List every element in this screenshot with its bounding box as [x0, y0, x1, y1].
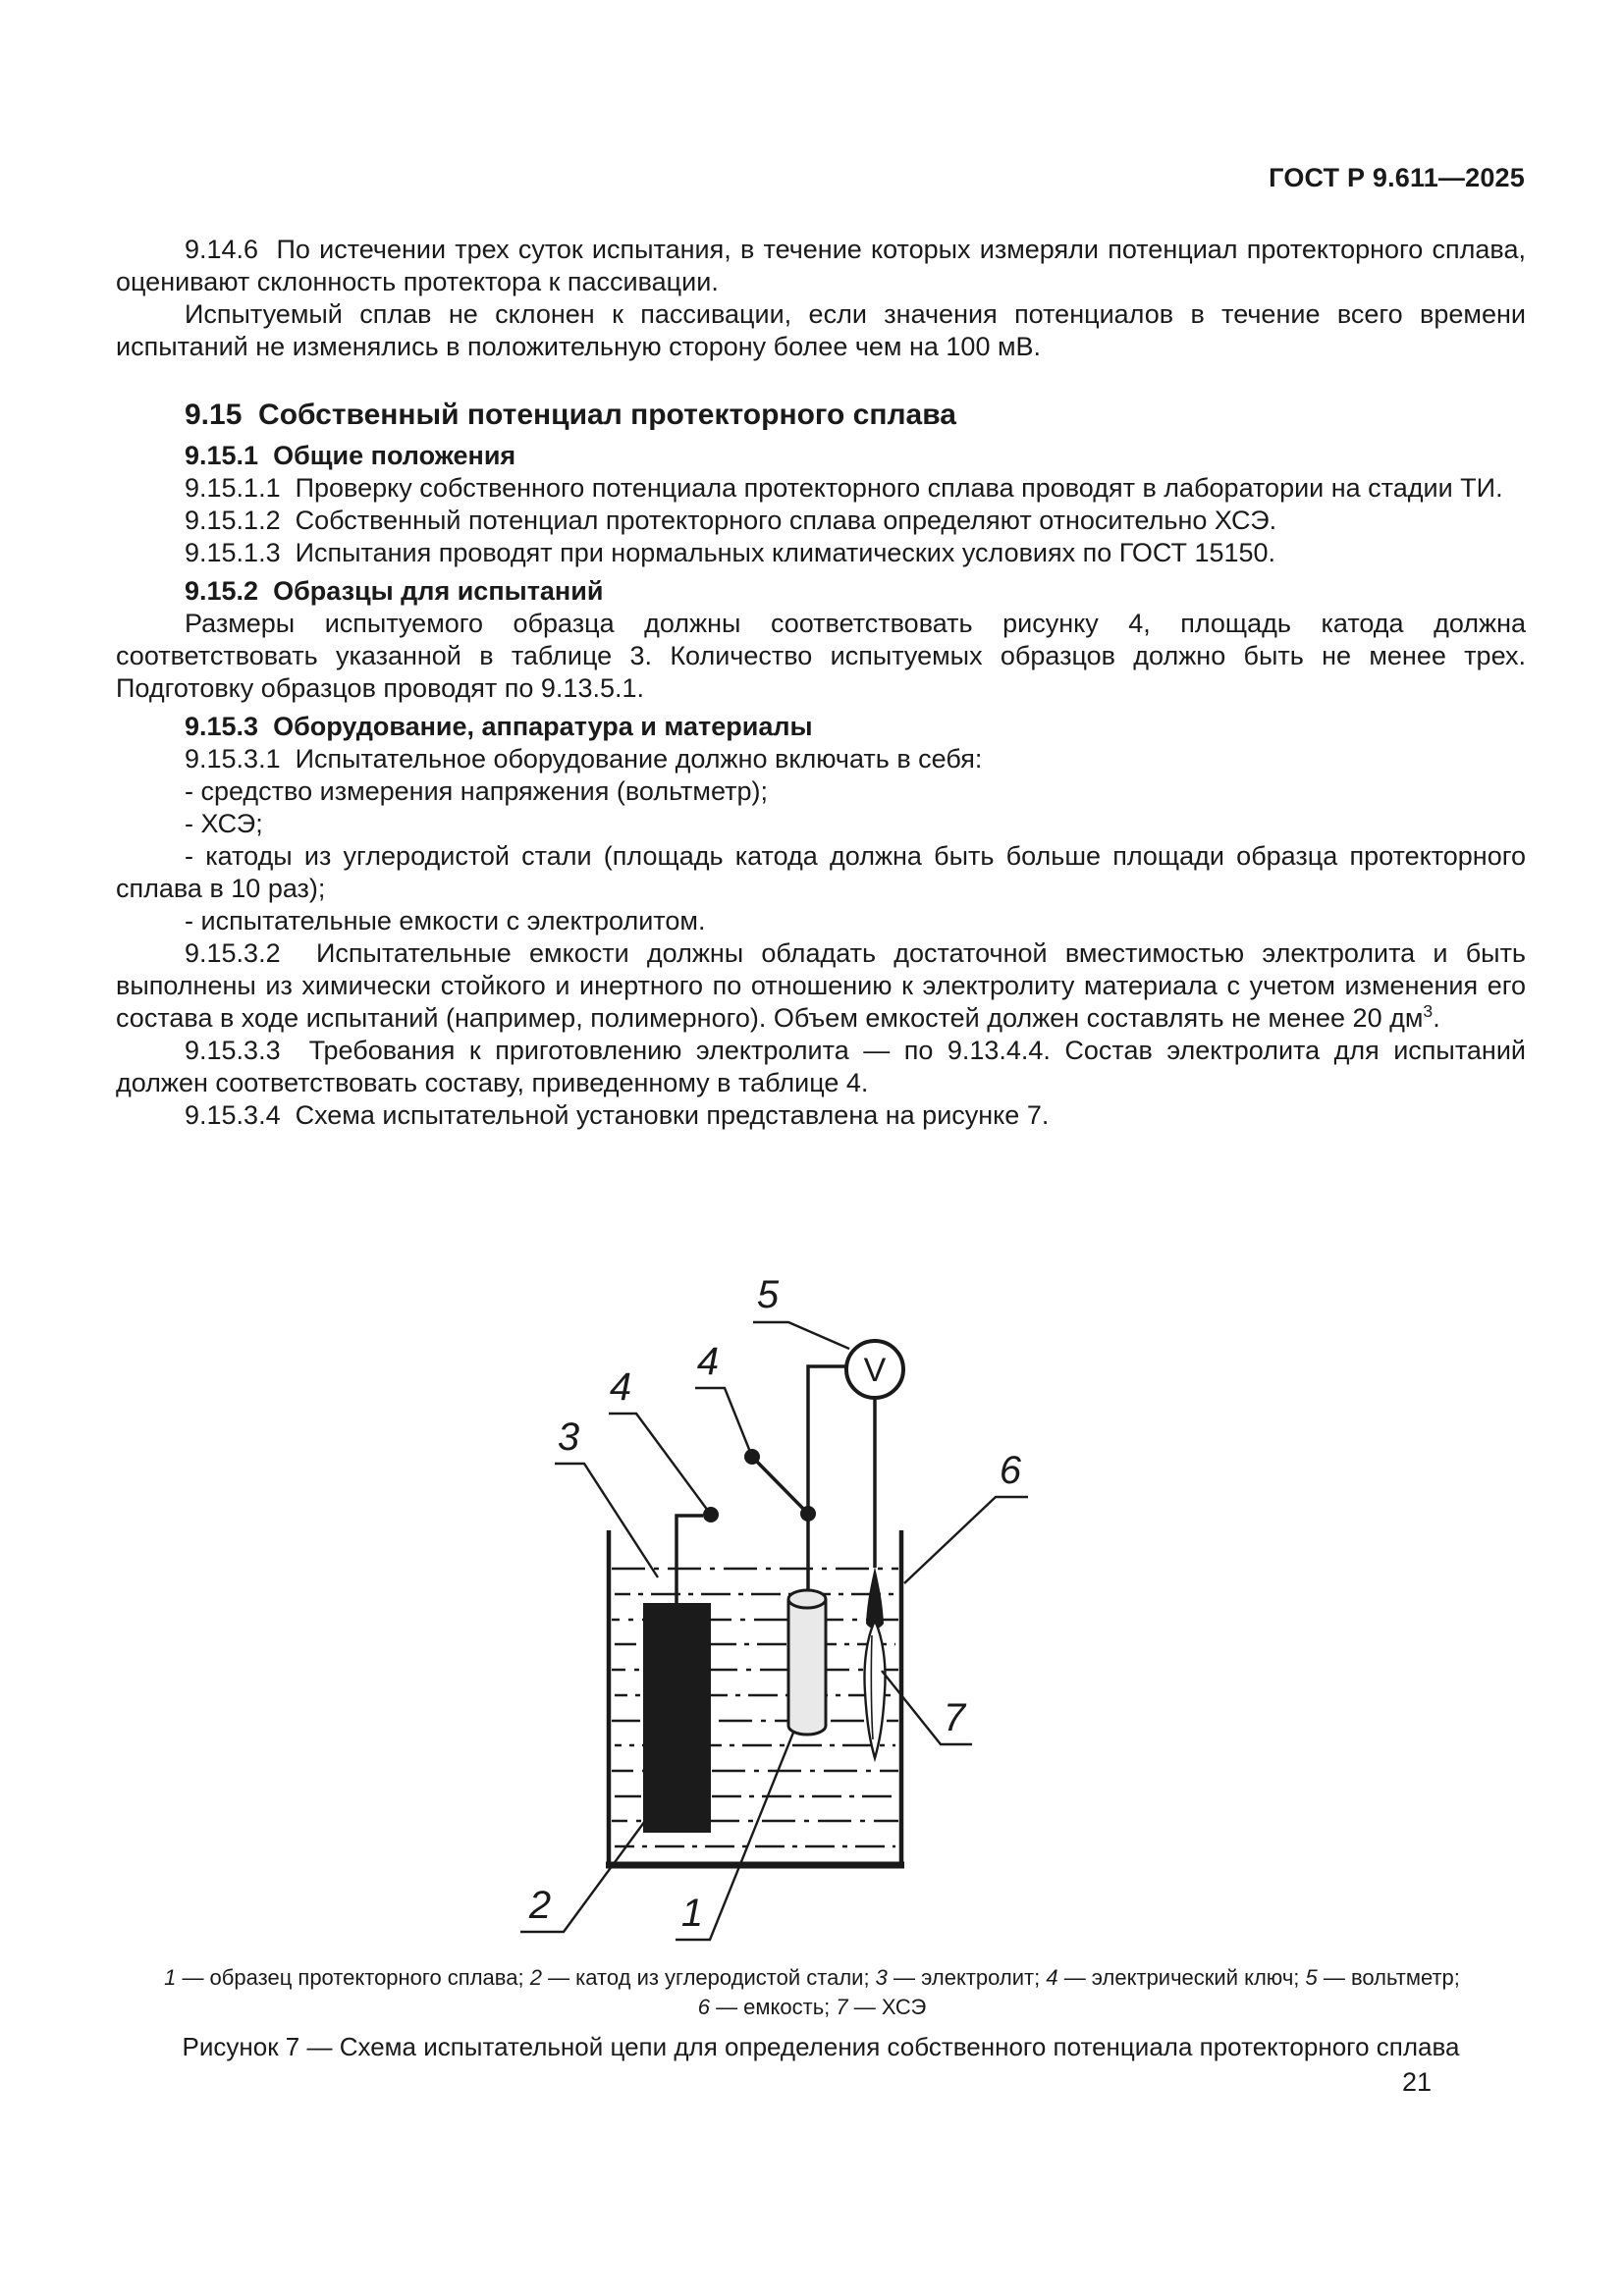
callout-label-4-top: 4 [696, 1340, 720, 1383]
leader-6 [904, 1497, 1028, 1583]
sample-cylinder [788, 1590, 826, 1735]
callout-label-4-left: 4 [609, 1365, 632, 1409]
paragraph: Размеры испытуемого образца должны соответствовать рисунку 4, площадь катода должна соответствовать указанной в таблице 3. Количество испытуемых образцов должно быть не менее трех. Подготовку образцов проводят по 9.13.5.1. [116, 609, 1526, 703]
list-item: - ХСЭ; [185, 809, 263, 838]
leader-3 [555, 1464, 658, 1577]
paragraph: 9.15.3.4 Схема испытательной установки представлена на рисунке 7. [185, 1100, 1050, 1130]
figure-legend-line-1: 1 — образец протекторного сплава; 2 — катод из углеродистой стали; 3 — электролит; 4 — электрический ключ; 5 — вольтметр; [164, 1965, 1460, 1990]
callout-label-6: 6 [999, 1449, 1022, 1492]
section-heading-9-15: 9.15 Собственный потенциал протекторного сплава [185, 399, 956, 431]
paragraph: Испытуемый сплав не склонен к пассивации, если значения потенциалов в течение всего времени испытаний не изменялись в положительную сторону более чем на 100 мВ. [116, 299, 1526, 361]
paragraph-volume-end: . [1433, 1003, 1440, 1033]
superscript-3: 3 [1423, 1001, 1434, 1021]
figure-caption: Рисунок 7 — Схема испытательной цепи для определения собственного потенциала протекторного сплава [182, 2032, 1460, 2061]
figure-legend [79, 1963, 1545, 2022]
voltmeter [846, 1341, 903, 1398]
list-item: - средство измерения напряжения (вольтметр); [185, 776, 768, 806]
paragraph: 9.15.3.1 Испытательное оборудование должно включать в себя: [185, 744, 983, 774]
section-heading-9-15-2: 9.15.2 Образцы для испытаний [185, 576, 604, 606]
body-text [116, 234, 1526, 1132]
section-heading-9-15-3: 9.15.3 Оборудование, аппаратура и материалы [185, 712, 813, 741]
callout-label-5: 5 [756, 1273, 780, 1316]
section-heading-9-15-1: 9.15.1 Общие положения [185, 441, 516, 470]
leader-4-top [695, 1388, 752, 1457]
callout-label-1: 1 [680, 1892, 704, 1935]
switch-blade [752, 1457, 808, 1514]
callout-label-2: 2 [528, 1884, 552, 1927]
leader-4-left [609, 1414, 711, 1515]
page-number: 21 [1402, 2067, 1433, 2097]
voltmeter-left-wire [808, 1366, 846, 1514]
paragraph: 9.15.1.3 Испытания проводят при нормальных климатических условиях по ГОСТ 15150. [185, 538, 1276, 567]
paragraph: 9.15.1.1 Проверку собственного потенциала протекторного сплава проводят в лаборатории на стадии ТИ. [185, 473, 1503, 503]
cathode-wire [677, 1516, 703, 1603]
terminal-dot-pivot [800, 1506, 816, 1522]
callout-label-7: 7 [943, 1696, 966, 1739]
paragraph-volume-text: 9.15.3.2 Испытательные емкости должны обладать достаточной вместимостью электролита и быть выполнены из химически стойкого и инертного по отношению к электролиту материала с учетом изменения его состава в ходе испытаний (например, полимерного). Объем емкостей должен составлять не менее 20 дм [116, 938, 1526, 1033]
figure-legend-line-2: 6 — емкость; 7 — ХСЭ [697, 1995, 927, 2019]
callout-label-3: 3 [557, 1415, 580, 1459]
paragraph-volume [116, 937, 1526, 1035]
paragraph-9-14-6: 9.14.6 По истечении трех суток испытания, в течение которых измеряли потенциал протекторного сплава, оценивают склонность протектора к пассивации. [116, 235, 1526, 296]
paragraph: 9.15.3.3 Требования к приготовлению электролита — по 9.13.4.4. Состав электролита для испытаний должен соответствовать составу, приведенному в таблице 4. [116, 1036, 1526, 1097]
list-item: - испытательные емкости с электролитом. [185, 906, 706, 935]
figure-7-diagram [353, 1247, 1041, 1978]
cathode-shape [643, 1603, 711, 1833]
paragraph: 9.15.1.2 Собственный потенциал протекторного сплава определяют относительно ХСЭ. [185, 506, 1277, 535]
page-header: ГОСТ Р 9.611—2025 [1269, 163, 1525, 192]
list-item: - катоды из углеродистой стали (площадь катода должна быть больше площади образца протекторного сплава в 10 раз); [116, 841, 1526, 903]
leader-5 [753, 1322, 849, 1349]
electrode-body [864, 1621, 885, 1758]
callout-labels [528, 1273, 1022, 1935]
voltmeter-symbol: V [863, 1352, 887, 1389]
